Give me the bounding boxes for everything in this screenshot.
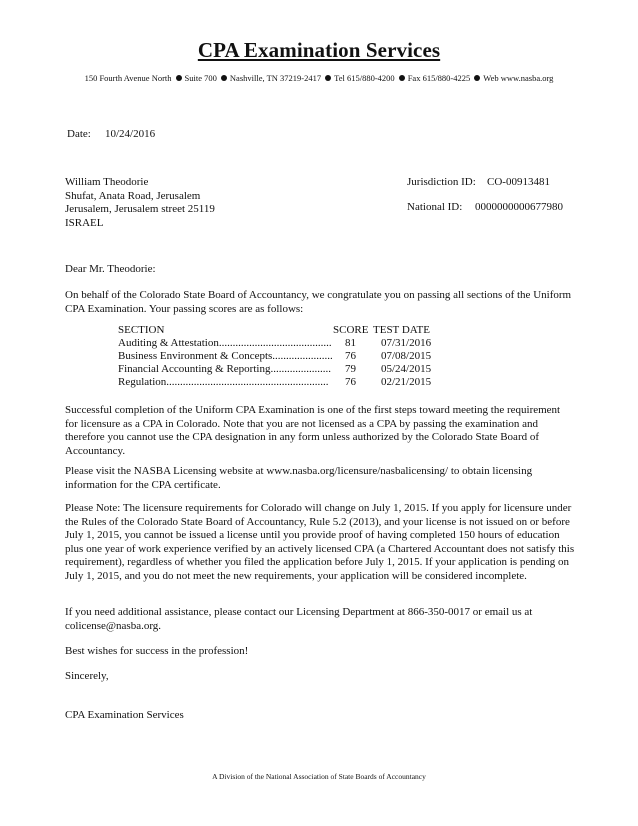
recipient-country: ISRAEL [65,216,104,229]
bullet-icon [399,75,405,81]
paragraph-licensing-website: Please visit the NASBA Licensing website at www.nasba.org/licensure/nasbalicensing/ to obtain licensing information for the CPA certificate. [65,465,533,491]
score-section: Financial Accounting & Reporting...................... [118,363,331,375]
score-section: Regulation........................................................... [118,376,329,388]
recipient-name: William Theodorie [65,176,149,188]
date-label: Date: [67,128,91,140]
address-fax: Fax 615/880-4225 [407,73,471,83]
address-web: Web www.nasba.org [483,73,554,83]
paragraph-best-wishes: Best wishes for success in the profession! [65,645,249,657]
paragraph-completion: Successful completion of the Uniform CPA Examination is one of the first steps toward meeting the requirement for licensure as a CPA in Colorado. Note that you are not licensed as a CPA by passing the examination and therefore you cannot use the CPA designation in any form unless authorized by the Colorado State Board of Accountancy. [65,404,561,457]
recipient-address [65,176,215,230]
scores-header-section: SECTION [118,324,165,336]
footer: A Division of the National Association of State Boards of Accountancy [212,772,426,781]
letterhead-address [0,73,638,83]
salutation: Dear Mr. Theodorie: [65,263,156,275]
paragraph-please-note: Please Note: The licensure requirements for Colorado will change on July 1, 2015. If you apply for licensure under the Rules of the Colorado State Board of Accountancy, Rule 5.2 (2013), and your license is not issued on or before July 1, 2015, you cannot be issued a license until you provide proof of having completed 150 hours of education plus one year of work experience verified by an actively licensed CPA (a Chartered Accountant does not satisfy this requirement), regardless of whether you filed the application before July 1, 2015. If your application is pending on July 1, 2015, and you do not meet the new requirements, your application will be considered incomplete. [65,502,575,582]
date-value: 10/24/2016 [105,128,156,140]
bullet-icon [325,75,331,81]
national-id-value: 0000000000677980 [475,201,563,213]
address-tel: Tel 615/880-4200 [334,73,395,83]
paragraph-congratulations: On behalf of the Colorado State Board of Accountancy, we congratulate you on passing all sections of the Uniform CPA Examination. Your passing scores are as follows: [65,289,572,315]
score-date: 05/24/2015 [381,363,432,375]
address-suite: Suite 700 [184,73,217,83]
score-value: 79 [345,363,356,375]
recipient-line1: Shufat, Anata Road, Jerusalem [65,189,201,202]
bullet-icon [221,75,227,81]
letterhead-title: CPA Examination Services [197,38,441,62]
score-value: 81 [345,337,356,349]
jurisdiction-id-label: Jurisdiction ID: [407,176,476,188]
closing: Sincerely, [65,670,109,682]
national-id-label: National ID: [407,201,463,213]
score-date: 07/31/2016 [381,337,432,349]
score-value: 76 [345,376,356,388]
score-section: Auditing & Attestation......................................... [118,337,332,349]
jurisdiction-id-value: CO-00913481 [487,176,550,188]
score-date: 02/21/2015 [381,376,432,388]
paragraph-contact: If you need additional assistance, please contact our Licensing Department at 866-350-0017 or email us at colicense@nasba.org. [65,606,533,632]
scores-header-score: SCORE [333,324,369,336]
score-section: Business Environment & Concepts...................... [118,350,333,362]
score-value: 76 [345,350,356,362]
scores-header-date: TEST DATE [373,324,430,336]
bullet-icon [176,75,182,81]
address-street: 150 Fourth Avenue North [84,73,172,83]
bullet-icon [474,75,480,81]
signature: CPA Examination Services [65,709,184,721]
address-city: Nashville, TN 37219-2417 [229,73,322,83]
score-date: 07/08/2015 [381,350,432,362]
recipient-line2: Jerusalem, Jerusalem street 25119 [65,203,215,215]
